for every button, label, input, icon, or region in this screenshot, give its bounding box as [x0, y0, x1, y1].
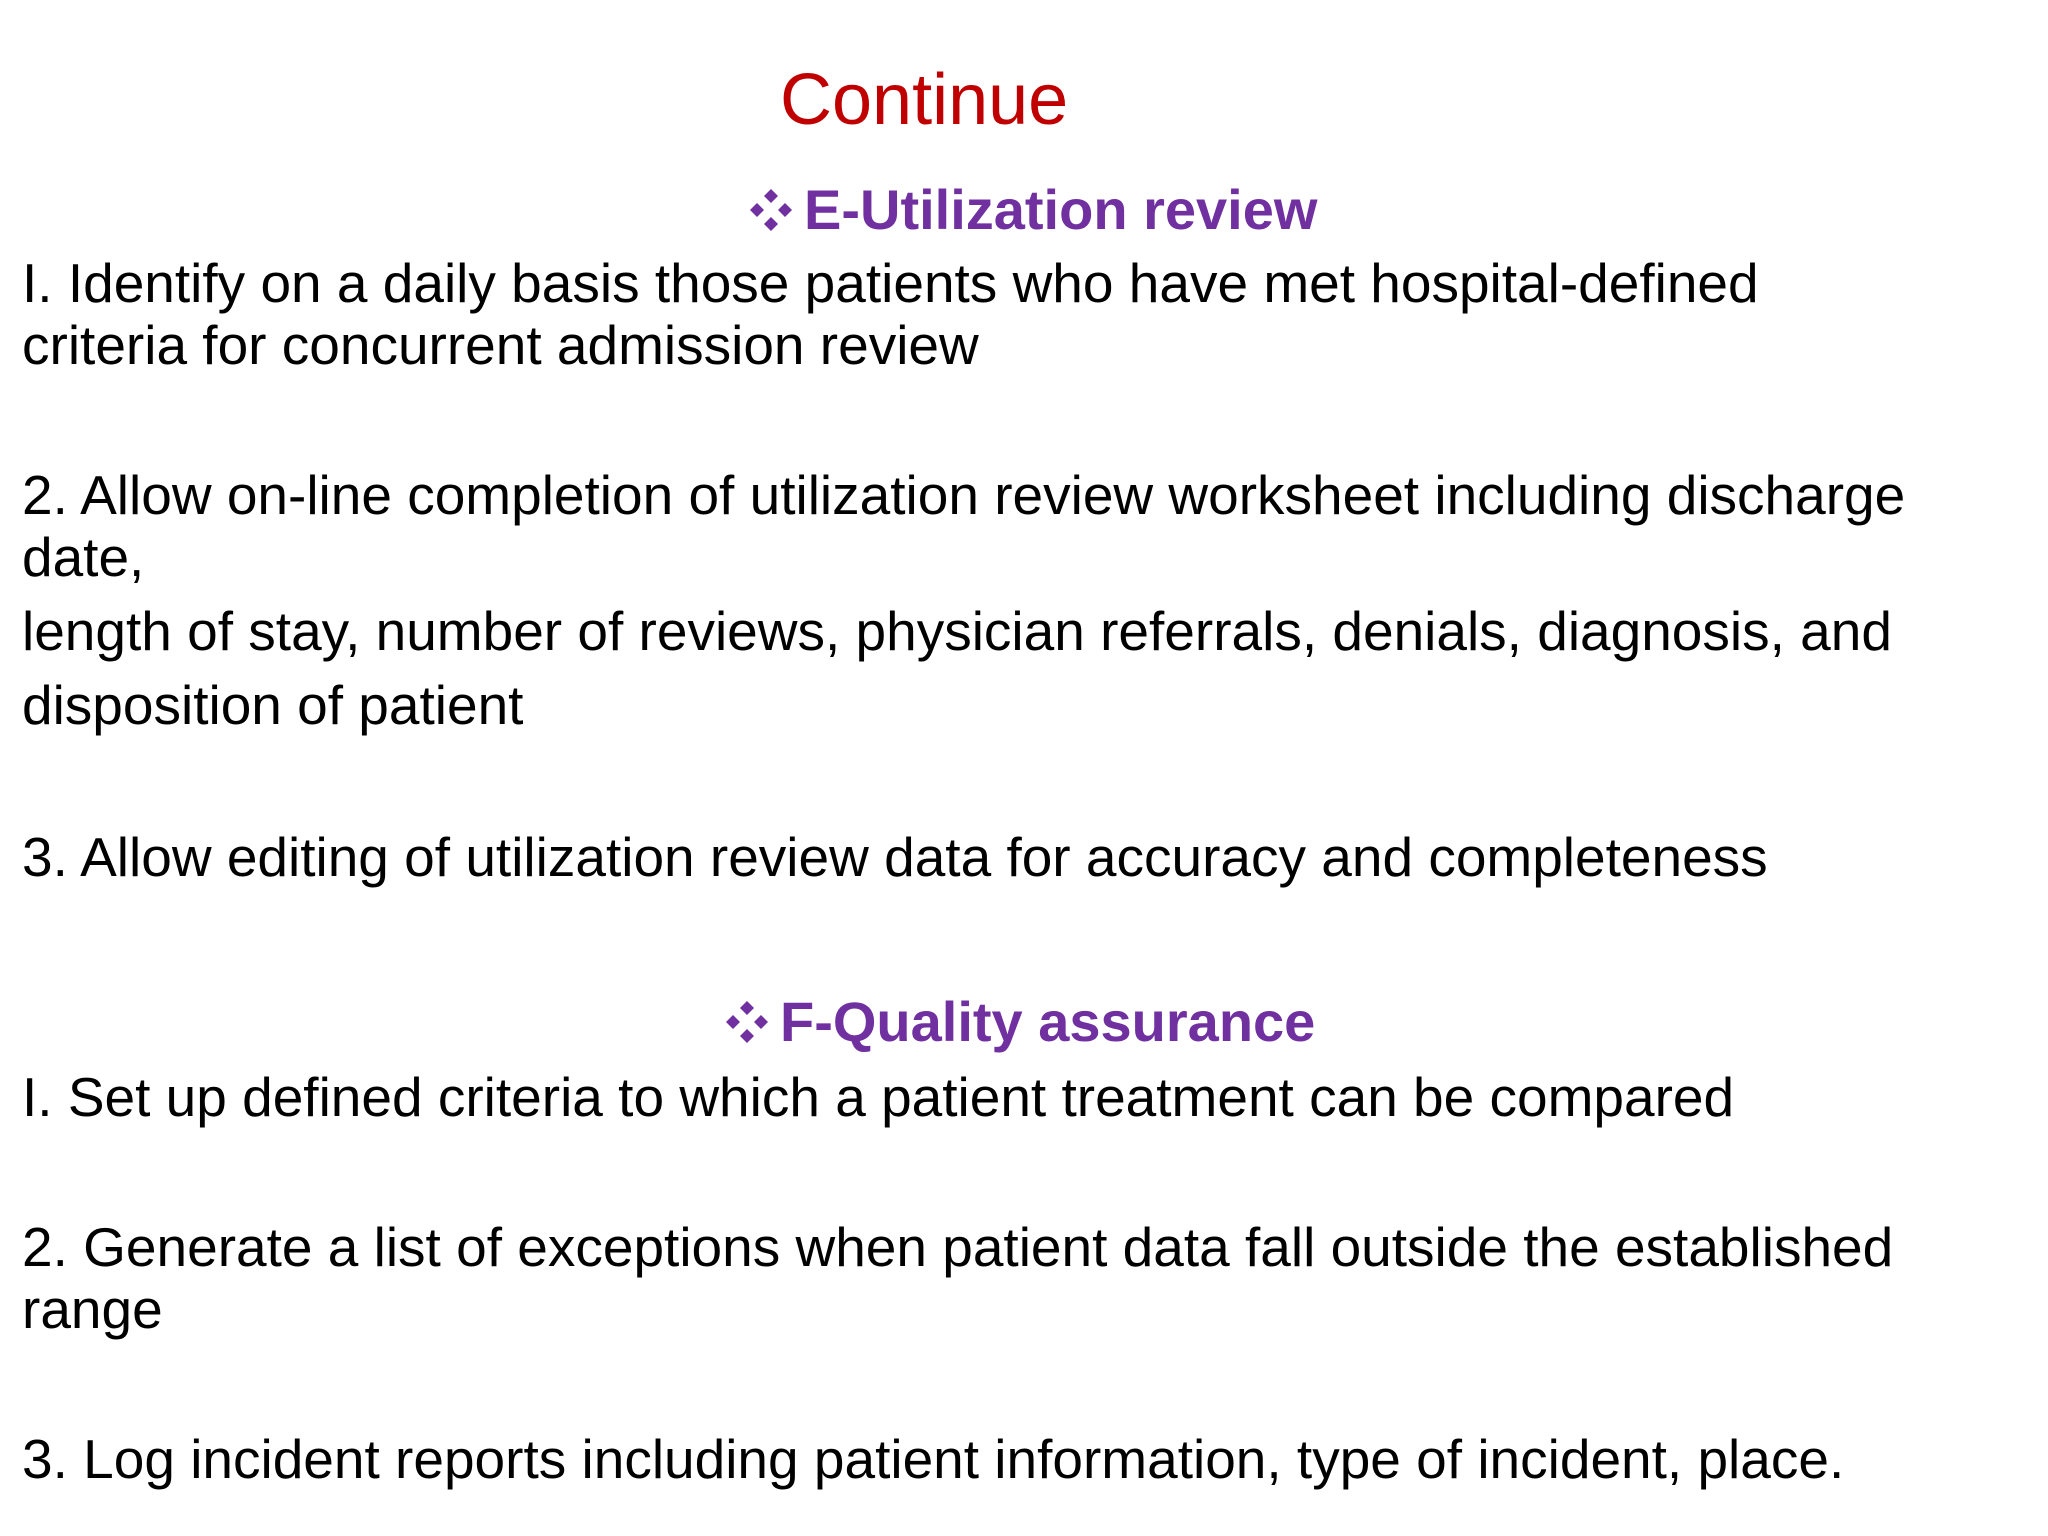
list-item [22, 1066, 2032, 1128]
section-heading-text: E-Utilization review [804, 178, 1318, 241]
list-item [22, 464, 2032, 588]
list-item-line: 3. Log incident reports including patient information, type of incident, place. [22, 1428, 1845, 1490]
list-item-line: date, [22, 526, 145, 588]
list-item [22, 1216, 2032, 1340]
list-item-line: 2. Generate a list of exceptions when patient data fall outside the established [22, 1216, 1894, 1278]
list-item-line: 2. Allow on-line completion of utilization review worksheet including discharge [22, 464, 1906, 526]
diamond-cluster-icon [748, 187, 794, 233]
list-item-continuation [22, 674, 2032, 736]
list-item [22, 1428, 2032, 1490]
list-item-line: range [22, 1278, 163, 1340]
slide-title: Continue [780, 60, 1069, 140]
list-item-line: length of stay, number of reviews, physician referrals, denials, diagnosis, and [22, 600, 1892, 662]
section-heading-utilization-review [748, 178, 1318, 241]
list-item-line: I. Set up defined criteria to which a patient treatment can be compared [22, 1066, 1735, 1128]
list-item-line: 3. Allow editing of utilization review data for accuracy and completeness [22, 826, 1768, 888]
list-item [22, 252, 2032, 376]
list-item-line: disposition of patient [22, 674, 524, 736]
list-item [22, 826, 2032, 888]
list-item-line: criteria for concurrent admission review [22, 314, 979, 376]
list-item-line: I. Identify on a daily basis those patients who have met hospital-defined [22, 252, 1759, 314]
list-item-continuation [22, 600, 2032, 662]
section-heading-text: F-Quality assurance [780, 990, 1316, 1053]
diamond-cluster-icon [724, 999, 770, 1045]
section-heading-quality-assurance [724, 990, 1316, 1053]
